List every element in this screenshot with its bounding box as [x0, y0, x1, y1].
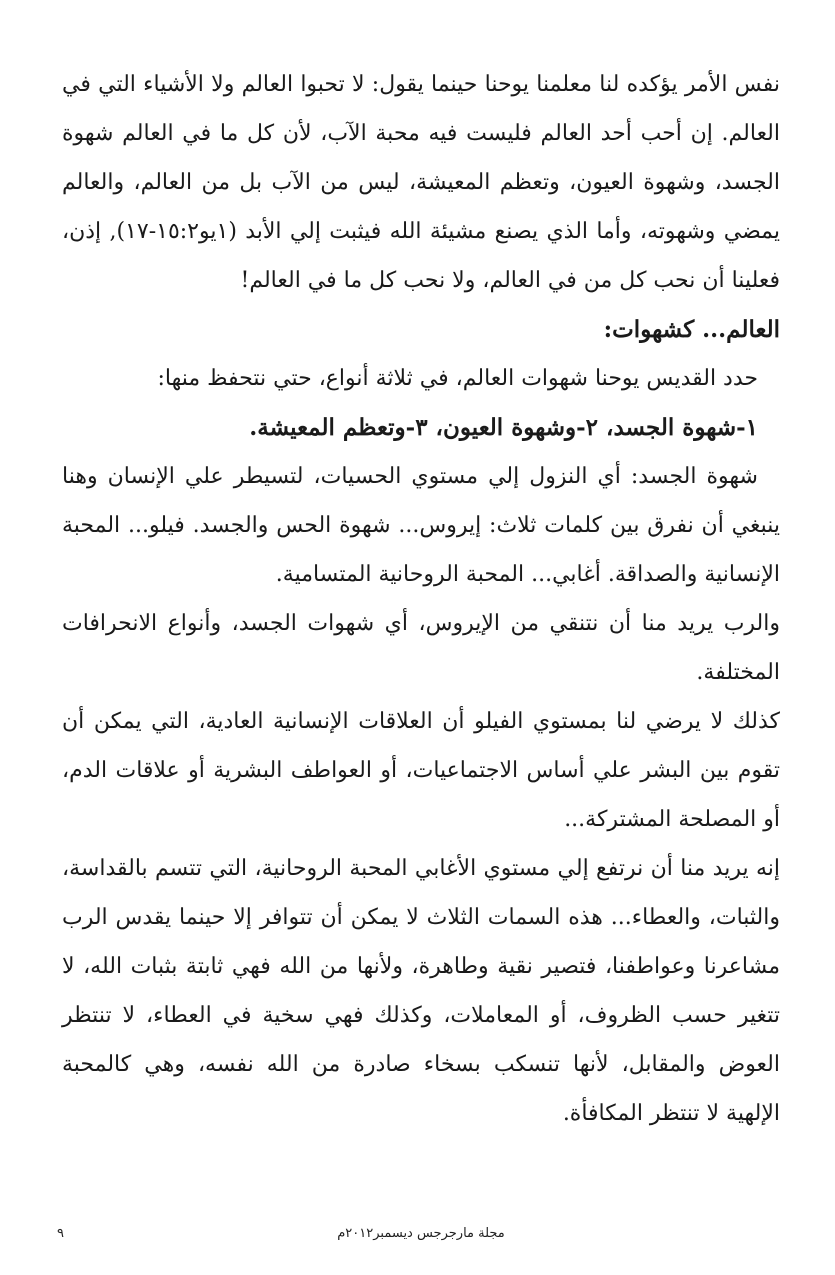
paragraph-2: حدد القديس يوحنا شهوات العالم، في ثلاثة أنواع، حتي نتحفظ منها:: [157, 366, 758, 391]
lusts-list: ١-شهوة الجسد، ٢-وشهوة العيون، ٣-وتعظم المعيشة.: [249, 414, 758, 441]
paragraph-4: والرب يريد منا أن نتنقي من الإيروس، أي شهوات الجسد، وأنواع الانحرافات المختلفة.: [62, 611, 780, 685]
paragraph-1: نفس الأمر يؤكده لنا معلمنا يوحنا حينما يقول: لا تحبوا العالم ولا الأشياء التي في العالم. إن أحب أحد العالم فليست فيه محبة الآب، لأن كل ما في العالم شهوة الجسد، وشهوة العيون، وتعظم المعيشة، ليس من الآب بل من العالم، والعالم يمضي وشهوته، وأما الذي يصنع مشيئة الله فيثبت إلي الأبد (١يو١٥:٢-١٧), إذن، فعلينا أن نحب كل من في العالم، ولا نحب كل ما في العالم!: [62, 72, 780, 293]
page-footer: [57, 1226, 780, 1248]
article-body: [62, 60, 780, 1138]
paragraph-5: كذلك لا يرضي لنا بمستوي الفيلو أن العلاقات الإنسانية العادية، التي يمكن أن تقوم بين البشر علي أساس الاجتماعيات، أو العواطف البشرية أو علاقات الدم، أو المصلحة المشتركة...: [62, 709, 780, 832]
paragraph-3: شهوة الجسد: أي النزول إلي مستوي الحسيات، لتسيطر علي الإنسان وهنا ينبغي أن نفرق بين كلمات ثلاث: إيروس... شهوة الحس والجسد. فيلو... المحبة الإنسانية والصداقة. أغابي... المحبة الروحانية المتسامية.: [62, 464, 780, 587]
section-heading: العالم... كشهوات:: [603, 316, 780, 343]
paragraph-6: إنه يريد منا أن نرتفع إلي مستوي الأغابي المحبة الروحانية، التي تتسم بالقداسة، والثبات، والعطاء... هذه السمات الثلاث لا يمكن أن تتوافر إلا حينما يقدس الرب مشاعرنا وعواطفنا، فتصير نقية وطاهرة، ولأنها من الله فهي ثابتة بثبات الله، لا تتغير حسب الظروف، أو المعاملات، وكذلك فهي سخية في العطاء، لا تنتظر العوض والمقابل، لأنها تنسكب بسخاء صادرة من الله نفسه، وهي كالمحبة الإلهية لا تنتظر المكافأة.: [62, 856, 780, 1126]
page-number: ٩: [57, 1226, 64, 1241]
journal-name: مجلة مارجرجس ديسمبر٢٠١٢م: [337, 1226, 505, 1241]
